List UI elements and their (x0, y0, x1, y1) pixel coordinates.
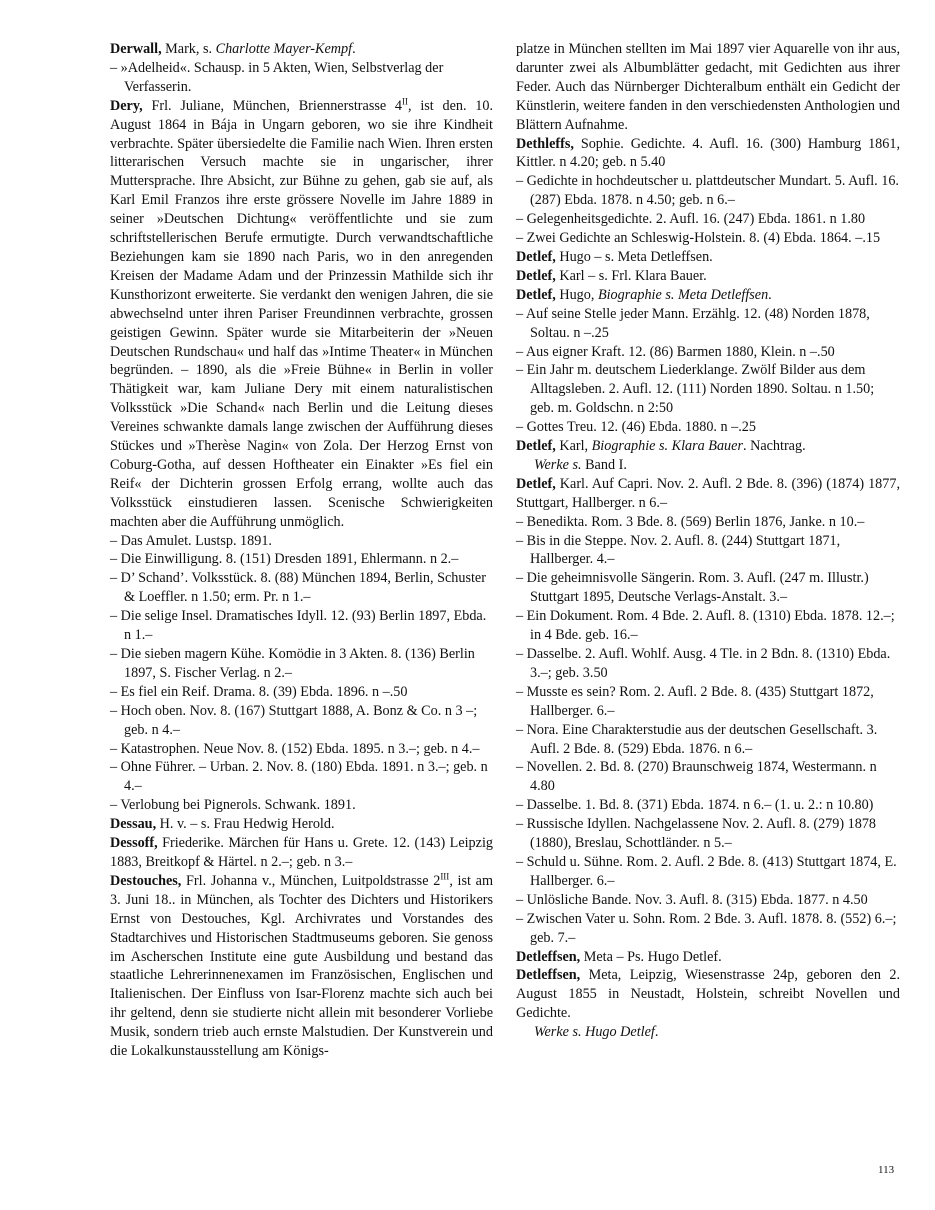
entry-text: – Dasselbe. 1. Bd. 8. (371) Ebda. 1874. n 6.– (1. u. 2.: n 10.80) (516, 797, 874, 814)
entry-text: Sophie. Gedichte. 4. Aufl. 16. (300) Hamburg 1861, Kittler. n 4.20; geb. n 5.40 (516, 135, 900, 171)
work-listing (516, 607, 900, 645)
entry-headword: Dessau, (110, 816, 157, 833)
entry-text: Meta, Leipzig, Wiesenstrasse 24p, geboren den 2. August 1855 in Neustadt, Holstein, schreibt Novellen und Gedichte. (516, 967, 900, 1022)
entry-headword: Detleffsen, (516, 948, 581, 965)
entry-text: . Nachtrag. (742, 438, 806, 455)
work-listing (110, 532, 493, 551)
entry-headword: Destouches, (110, 872, 182, 889)
entry-text: – Russische Idyllen. Nachgelassene Nov. 2. Aufl. 8. (279) 1878 (1880), Breslau, Schottländer. n 5.– (516, 816, 877, 852)
floor-superscript: II (402, 95, 409, 106)
work-listing (516, 343, 900, 362)
dictionary-entry (110, 834, 493, 872)
entry-text: – Gelegenheitsgedichte. 2. Aufl. 16. (247) Ebda. 1861. n 1.80 (516, 211, 866, 228)
entry-text: Meta – Ps. Hugo Detlef. (580, 948, 722, 965)
entry-headword: Dery, (110, 97, 143, 114)
entry-headword: Detlef, (516, 248, 556, 265)
entry-text: . (352, 41, 356, 57)
work-listing (516, 645, 900, 683)
entry-headword: Detlef, (516, 267, 556, 284)
entry-headword: Detlef, (516, 438, 556, 455)
dictionary-entry (110, 872, 493, 1061)
entry-text: – Die Einwilligung. 8. (151) Dresden 1891, Ehlermann. n 2.– (110, 551, 459, 568)
dictionary-entry (516, 40, 900, 135)
entry-text: – Gottes Treu. 12. (46) Ebda. 1880. n –.25 (516, 419, 756, 436)
entry-text: – Schuld u. Sühne. Rom. 2. Aufl. 2 Bde. 8. (413) Stuttgart 1874, E. Hallberger. 6.– (516, 853, 897, 889)
entry-text: – Ohne Führer. – Urban. 2. Nov. 8. (180) Ebda. 1891. n 3.–; geb. n 4.– (110, 759, 488, 795)
entry-text: – Zwischen Vater u. Sohn. Rom. 2 Bde. 3. Aufl. 1878. 8. (552) 6.–; geb. 7.– (516, 910, 897, 946)
entry-text: – Novellen. 2. Bd. 8. (270) Braunschweig 1874, Westermann. n 4.80 (516, 759, 877, 795)
entry-headword: Detlef, (516, 286, 556, 303)
cross-reference (516, 456, 900, 475)
entry-text: Karl – s. Frl. Klara Bauer. (555, 267, 707, 284)
entry-text: – Die selige Insel. Dramatisches Idyll. 12. (93) Berlin 1897, Ebda. n 1.– (110, 608, 487, 644)
entry-text: . (654, 1024, 659, 1041)
entry-text: , ist am 3. Juni 18.. in München, als Tochter des Dichters und Historikers Ernst von Destouches, Kgl. Archivrates und Vorstandes des Stadtarchives und Historischen Stadtmuseums geboren. Sie genoss im Ascherschen Institute eine gute Ausbildung und bestand das staatliche Lehrerinnenexamen im Französischen, Englischen und Italienischen. Der Einfluss von Isar-Florenz machte sich auch bei ihr geltend, denn sie studierte nicht allein mit besonderer Vorliebe Musik, sondern trieb auch ernste Malstudien. Der Kunstverein und die Lokalkunstausstellung am Königs- (110, 872, 493, 1060)
dictionary-entry (110, 97, 493, 532)
entry-text: – Benedikta. Rom. 3 Bde. 8. (569) Berlin 1876, Janke. n 10.– (516, 513, 865, 530)
entry-text: – Ein Jahr m. deutschem Liederklange. Zwölf Bilder aus dem Alltagsleben. 2. Aufl. 12. (111) Norden 1890. Soltau. n 1.50; geb. m. Goldschn. n 2:50 (516, 362, 875, 417)
entry-text: – Ein Dokument. Rom. 4 Bde. 2. Aufl. 8. (1310) Ebda. 1878. 12.–; in 4 Bde. geb. 16.– (516, 608, 895, 644)
work-listing (516, 513, 900, 532)
italic-text: Biographie s. Klara Bauer (591, 438, 743, 455)
work-listing (110, 59, 493, 97)
work-listing (516, 532, 900, 570)
work-listing (516, 229, 900, 248)
entry-text: . (768, 286, 772, 303)
entry-text: – Dasselbe. 2. Aufl. Wohlf. Ausg. 4 Tle. in 2 Bdn. 8. (1310) Ebda. 3.–; geb. 3.50 (516, 646, 891, 681)
work-listing (110, 758, 493, 796)
work-listing (516, 361, 900, 418)
dictionary-entry (516, 966, 900, 1023)
entry-text: Karl. Auf Capri. Nov. 2. Aufl. 2 Bde. 8. (396) (1874) 1877, Stuttgart, Hallberger. n 6.– (516, 475, 900, 511)
italic-text: Biographie s. Meta Detleffsen (597, 286, 769, 303)
page-number: 113 (878, 1164, 895, 1176)
entry-text: – Gedichte in hochdeutscher u. plattdeutscher Mundart. 5. Aufl. 16. (287) Ebda. 1878. n 4.50; geb. n 6.– (516, 173, 899, 209)
entry-headword: Detlef, (516, 475, 556, 492)
entry-text: platze in München stellten im Mai 1897 vier Aquarelle von ihr aus, darunter zwei als Albumblätter gedacht, mit Gedichten aus ihrer Feder. Auch das Nürnberger Dichteralbum enthält ein Gedicht der Künstlerin, weitere fanden in den verschiedensten Anthologien und Blättern Aufnahme. (516, 41, 900, 133)
work-listing (110, 607, 493, 645)
entry-text: – Zwei Gedichte an Schleswig-Holstein. 8. (4) Ebda. 1864. –.15 (516, 230, 881, 247)
entry-text: – »Adelheid«. Schausp. in 5 Akten, Wien, Selbstverlag der Verfasserin. (110, 59, 444, 95)
entry-text: Mark, s. (161, 41, 216, 57)
entry-text: – Es fiel ein Reif. Drama. 8. (39) Ebda. 1896. n –.50 (110, 683, 408, 700)
work-listing (516, 172, 900, 210)
work-listing (516, 683, 900, 721)
entry-text: – Hoch oben. Nov. 8. (167) Stuttgart 1888, A. Bonz & Co. n 3 –; geb. n 4.– (110, 702, 478, 738)
entry-text: – Musste es sein? Rom. 2. Aufl. 2 Bde. 8. (435) Stuttgart 1872, Hallberger. 6.– (516, 683, 874, 719)
entry-text: – Auf seine Stelle jeder Mann. Erzählg. 12. (48) Norden 1878, Soltau. n –.25 (516, 305, 870, 341)
entry-headword: Detleffsen, (516, 967, 581, 984)
work-listing (516, 891, 900, 910)
work-listing (516, 758, 900, 796)
work-listing (110, 740, 493, 759)
work-listing (110, 645, 493, 683)
work-listing (516, 305, 900, 343)
entry-text: – Katastrophen. Neue Nov. 8. (152) Ebda. 1895. n 3.–; geb. n 4.– (110, 740, 480, 757)
work-listing (110, 796, 493, 815)
entry-text: H. v. – s. Frau Hedwig Herold. (156, 816, 335, 833)
work-listing (516, 853, 900, 891)
work-listing (516, 796, 900, 815)
dictionary-entry (110, 40, 493, 59)
entry-text: , ist den. 10. August 1864 in Bája in Ungarn geboren, wo sie ihre Kindheit verbrachte. Später übersiedelte die Familie nach Wien. Ihren ersten litterarischen Versuch machte sie in ungarischer, ihrer Muttersprache. Ihre Absicht, zur Bühne zu gehen, gab sie auf, als Karl Emil Franzos ihre erste grössere Novelle im Jahre 1889 in seiner »Deutschen Dichtung« veröffentlichte und sie zum schriftstellerischen Berufe ermutigte. Durch verwandtschaftliche Beziehungen kam sie 1890 nach Paris, wo in den anregenden Kreisen der Madame Adam und der Prinzessin Mathilde sich ihr Kunsthorizont erweiterte. Sie verdankt den wenigen Jahren, die sie abwechselnd unter ihren Pariser Freundinnen verbrachte, grossen geistigen Gewinn. Später wurde sie Mitarbeiterin der »Neuen Deutschen Rundschau« und half das »Intime Theater« in München begründen. – 1890, als die »Freie Bühne« in Berlin in voller Thätigkeit war, kam Juliane Dery mit einem naturalistischen Volksstück »Die Schand« nach Berlin und die Leitung dieses Vereines schwankte damals lange zwischen der Aufführung dieses Stückes und »Therèse Nagin« von Zola. Der Herzog Ernst von Coburg-Gotha, auf dessen Hoftheater ein Einakter »Es fiel ein Reif« der Dichterin grossen Erfolg errang, wollte auch das Volksstück einstudieren lassen. Scenische Schwierigkeiten machten aber die Aufführung unmöglich. (110, 97, 494, 530)
dictionary-entry (516, 948, 900, 967)
entry-text: – D’ Schand’. Volksstück. 8. (88) München 1894, Berlin, Schuster & Loeffler. n 1.50; erm. Pr. n 1.– (110, 570, 486, 606)
entry-text: – Die geheimnisvolle Sängerin. Rom. 3. Aufl. (247 m. Illustr.) Stuttgart 1895, Deutsche Verlags-Anstalt. 3.– (516, 570, 869, 606)
entry-text: – Bis in die Steppe. Nov. 2. Aufl. 8. (244) Stuttgart 1871, Hallberger. 4.– (516, 532, 841, 568)
dictionary-entry (516, 135, 900, 173)
entry-text: Hugo – s. Meta Detleffsen. (555, 248, 713, 265)
entry-text: Friederike. Märchen für Hans u. Grete. 12. (143) Leipzig 1883, Breitkopf & Härtel. n 2.–; geb. n 3.– (110, 835, 493, 870)
dictionary-entry (110, 815, 493, 834)
entry-text: – Unlösliche Bande. Nov. 3. Aufl. 8. (315) Ebda. 1877. n 4.50 (516, 891, 868, 908)
work-listing (110, 702, 493, 740)
entry-text: Hugo, (555, 286, 598, 303)
entry-text: – Verlobung bei Pignerols. Schwank. 1891. (110, 797, 356, 814)
work-listing (110, 550, 493, 569)
dictionary-entry (516, 286, 900, 305)
entry-headword: Derwall, (110, 41, 162, 57)
entry-text: Karl, (555, 438, 592, 455)
left-column (110, 40, 493, 1061)
right-column (516, 40, 900, 1042)
work-listing (516, 210, 900, 229)
italic-text: Charlotte Mayer-Kempf (215, 41, 353, 57)
floor-superscript: III (440, 871, 450, 882)
work-listing (516, 418, 900, 437)
italic-text: Werke s. (534, 456, 582, 473)
work-listing (516, 569, 900, 607)
work-listing (516, 910, 900, 948)
dictionary-entry (516, 475, 900, 513)
entry-text: Frl. Juliane, München, Briennerstrasse 4 (142, 97, 403, 114)
entry-text: Frl. Johanna v., München, Luitpoldstrasse 2 (181, 872, 441, 889)
entry-text: Band I. (581, 456, 627, 473)
dictionary-entry (516, 437, 900, 456)
work-listing (110, 569, 493, 607)
entry-text: – Die sieben magern Kühe. Komödie in 3 Akten. 8. (136) Berlin 1897, S. Fischer Verlag. n 2.– (110, 646, 475, 681)
work-listing (110, 683, 493, 702)
entry-text: – Das Amulet. Lustsp. 1891. (110, 532, 272, 549)
work-listing (516, 815, 900, 853)
work-listing (516, 721, 900, 759)
dictionary-entry (516, 267, 900, 286)
dictionary-entry (516, 248, 900, 267)
entry-headword: Dethleffs, (516, 135, 574, 152)
italic-text: Werke s. Hugo Detlef (534, 1024, 655, 1041)
entry-text: – Aus eigner Kraft. 12. (86) Barmen 1880, Klein. n –.50 (516, 343, 835, 360)
entry-headword: Dessoff, (110, 835, 158, 852)
entry-text: – Nora. Eine Charakterstudie aus der deutschen Gesellschaft. 3. Aufl. 2 Bde. 8. (529) Ebda. 1876. n 6.– (516, 721, 878, 757)
cross-reference (516, 1023, 900, 1042)
